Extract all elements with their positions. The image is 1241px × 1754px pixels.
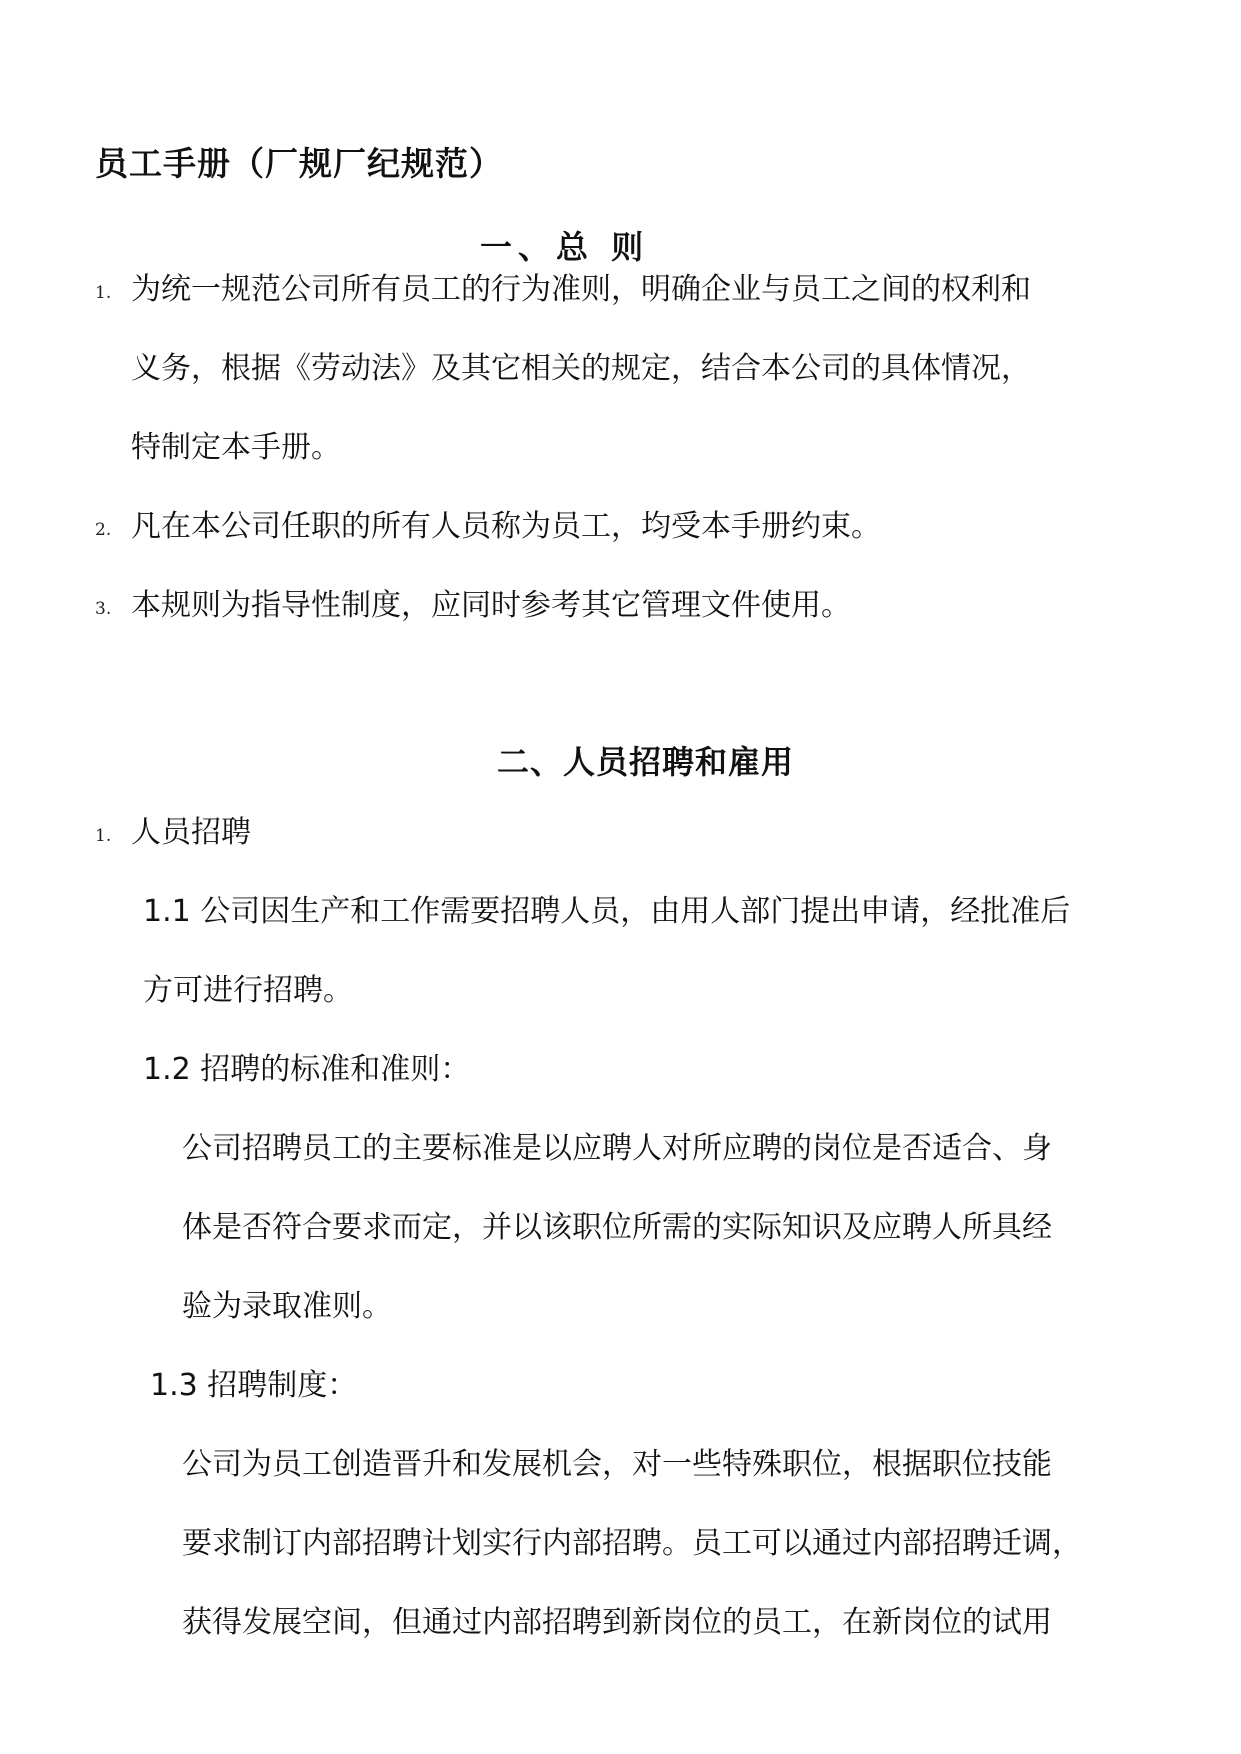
- paragraph-line: 凡在本公司任职的所有人员称为员工，均受本手册约束。: [131, 509, 881, 544]
- paragraph-line: 特制定本手册。: [131, 430, 341, 465]
- paragraph-line: 公司招聘员工的主要标准是以应聘人对所应聘的岗位是否适合、身: [182, 1131, 1052, 1166]
- subsection-line: 方可进行招聘。: [143, 973, 353, 1008]
- list-number: 2.: [95, 520, 112, 540]
- paragraph-line: 体是否符合要求而定，并以该职位所需的实际知识及应聘人所具经: [182, 1210, 1052, 1245]
- subsection-label: 1.2 招聘的标准和准则：: [143, 1052, 471, 1087]
- document-title: 员工手册（厂规厂纪规范）: [95, 144, 503, 183]
- section-heading-recruitment: 二、人员招聘和雇用: [497, 743, 795, 781]
- section-heading-general: 一、总 则: [480, 228, 650, 266]
- paragraph-line: 为统一规范公司所有员工的行为准则，明确企业与员工之间的权利和: [131, 272, 1031, 307]
- subsection-line: 1.1 公司因生产和工作需要招聘人员，由用人部门提出申请，经批准后: [143, 894, 1071, 929]
- paragraph-line: 获得发展空间，但通过内部招聘到新岗位的员工，在新岗位的试用: [182, 1605, 1052, 1640]
- list-item-label: 人员招聘: [131, 815, 251, 850]
- paragraph-line: 验为录取准则。: [182, 1289, 392, 1324]
- paragraph-line: 要求制订内部招聘计划实行内部招聘。员工可以通过内部招聘迁调，: [182, 1526, 1082, 1561]
- list-number: 3.: [95, 599, 112, 619]
- subsection-label: 1.3 招聘制度：: [150, 1368, 358, 1403]
- paragraph-line: 本规则为指导性制度，应同时参考其它管理文件使用。: [131, 588, 851, 623]
- paragraph-line: 公司为员工创造晋升和发展机会，对一些特殊职位，根据职位技能: [182, 1447, 1052, 1482]
- paragraph-line: 义务，根据《劳动法》及其它相关的规定，结合本公司的具体情况，: [131, 351, 1031, 386]
- list-number: 1.: [95, 826, 112, 846]
- list-number: 1.: [95, 283, 112, 303]
